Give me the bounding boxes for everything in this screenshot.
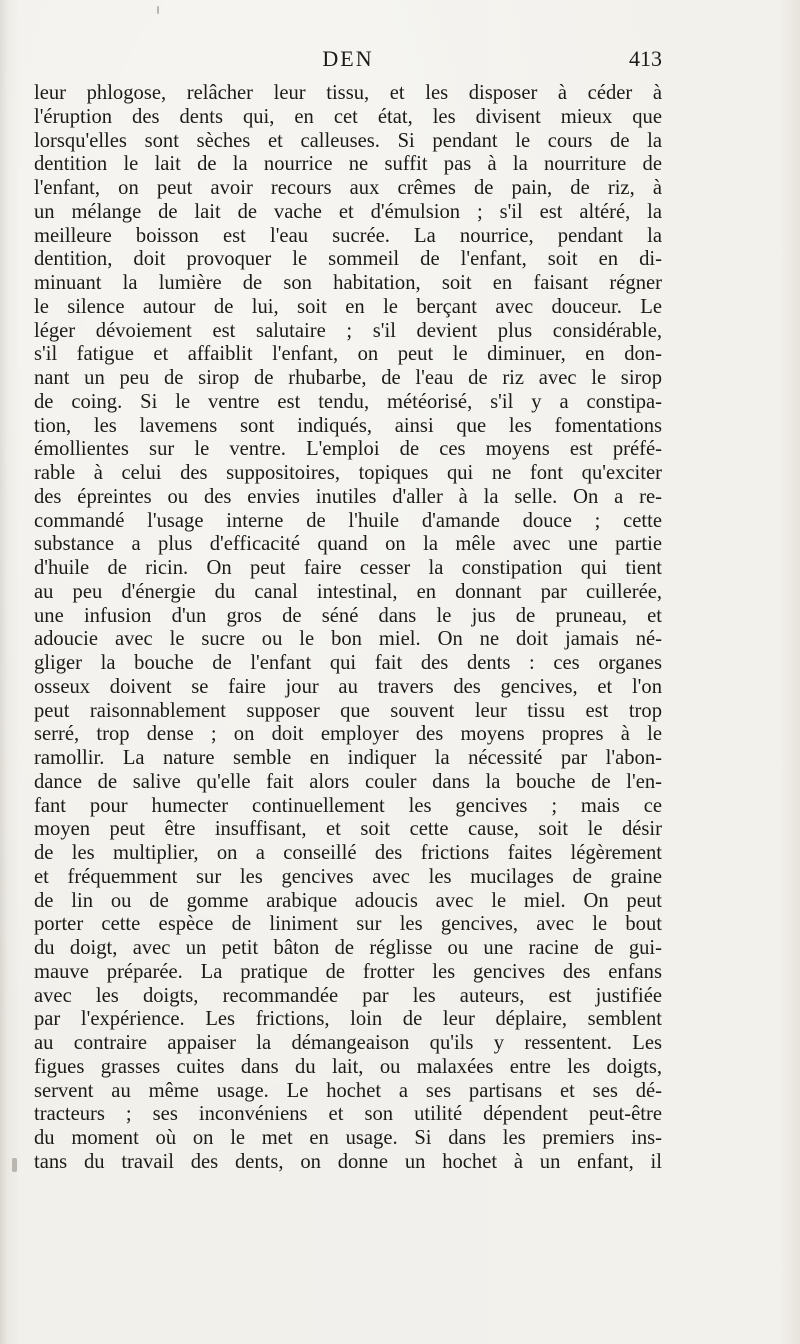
text-line: substance a plus d'efficacité quand on la mêle avec une partie xyxy=(34,533,662,556)
text-line: une infusion d'un gros de séné dans le jus de pruneau, et xyxy=(34,604,662,627)
text-line: du moment où on le met en usage. Si dans les premiers ins- xyxy=(34,1127,662,1149)
page-number: 413 xyxy=(629,46,662,71)
text-line: gliger la bouche de l'enfant qui fait des dents : ces organes xyxy=(34,652,662,674)
text-line: figues grasses cuites dans du lait, ou malaxées entre les doigts, xyxy=(34,1055,662,1078)
text-line: nant un peu de sirop de rhubarbe, de l'eau de riz avec le sirop xyxy=(34,367,662,389)
text-line: serré, trop dense ; on doit employer des moyens propres à le xyxy=(34,723,662,746)
text-line: des épreintes ou des envies inutiles d'aller à la selle. On a re- xyxy=(34,485,662,508)
text-line: l'enfant, on peut avoir recours aux crêmes de pain, de riz, à xyxy=(34,177,662,199)
text-line: tans du travail des dents, on donne un hochet à un enfant, il xyxy=(34,1150,662,1173)
text-line: osseux doivent se faire jour au travers des gencives, et l'on xyxy=(34,675,662,698)
text-line: peut raisonnablement supposer que souvent leur tissu est trop xyxy=(34,699,662,722)
text-line: de les multiplier, on a conseillé des frictions faites légèrement xyxy=(34,842,662,864)
text-line: avec les doigts, recommandée par les auteurs, est justifiée xyxy=(34,984,662,1007)
text-line: au contraire appaiser la démangeaison qu'ils y ressentent. Les xyxy=(34,1032,662,1054)
text-line: moyen peut être insuffisant, et soit cette cause, soit le désir xyxy=(34,818,662,841)
text-line: de lin ou de gomme arabique adoucis avec le miel. On peut xyxy=(34,889,662,912)
text-line: au peu d'énergie du canal intestinal, en donnant par cuillerée, xyxy=(34,580,662,603)
text-line: le silence autour de lui, soit en le berçant avec douceur. Le xyxy=(34,295,662,318)
text-line: d'huile de ricin. On peut faire cesser la constipation qui tient xyxy=(34,557,662,579)
text-line: tracteurs ; ses inconvéniens et son utilité dépendent peut-être xyxy=(34,1103,662,1126)
body-text xyxy=(34,82,662,1175)
text-line: servent au même usage. Le hochet a ses partisans et ses dé- xyxy=(34,1079,662,1102)
text-line: de coing. Si le ventre est tendu, météorisé, s'il y a constipa- xyxy=(34,390,662,413)
paper-blemish xyxy=(157,6,159,14)
text-line: leur phlogose, relâcher leur tissu, et les disposer à céder à xyxy=(34,82,662,104)
page-header xyxy=(34,46,662,82)
text-line: porter cette espèce de liniment sur les gencives, avec le bout xyxy=(34,913,662,936)
text-line: lorsqu'elles sont sèches et calleuses. Si pendant le cours de la xyxy=(34,129,662,152)
text-line: dentition le lait de la nourrice ne suffit pas à la nourriture de xyxy=(34,153,662,176)
text-line: s'il fatigue et affaiblit l'enfant, on peut le diminuer, en don- xyxy=(34,343,662,366)
text-line: dance de salive qu'elle fait alors couler dans la bouche de l'en- xyxy=(34,770,662,793)
text-line: du doigt, avec un petit bâton de réglisse ou une racine de gui- xyxy=(34,937,662,959)
text-line: commandé l'usage interne de l'huile d'amande douce ; cette xyxy=(34,509,662,532)
text-line: mauve préparée. La pratique de frotter les gencives des enfans xyxy=(34,960,662,983)
text-line: rable à celui des suppositoires, topiques qui ne font qu'exciter xyxy=(34,462,662,484)
text-line: l'éruption des dents qui, en cet état, les divisent mieux que xyxy=(34,105,662,128)
text-line: un mélange de lait de vache et d'émulsion ; s'il est altéré, la xyxy=(34,200,662,223)
text-line: adoucie avec le sucre ou le bon miel. On ne doit jamais né- xyxy=(34,628,662,651)
text-line: par l'expérience. Les frictions, loin de leur déplaire, semblent xyxy=(34,1008,662,1031)
paper-blemish xyxy=(12,1158,17,1172)
text-line: meilleure boisson est l'eau sucrée. La nourrice, pendant la xyxy=(34,224,662,247)
text-line: dentition, doit provoquer le sommeil de l'enfant, soit en di- xyxy=(34,248,662,271)
text-line: léger dévoiement est salutaire ; s'il devient plus considérable, xyxy=(34,319,662,342)
text-line: tion, les lavemens sont indiqués, ainsi que les fomentations xyxy=(34,414,662,437)
text-line: fant pour humecter continuellement les gencives ; mais ce xyxy=(34,794,662,817)
running-head: DEN xyxy=(322,46,374,71)
text-line: et fréquemment sur les gencives avec les mucilages de graine xyxy=(34,865,662,888)
text-line: minuant la lumière de son habitation, soit en faisant régner xyxy=(34,272,662,294)
text-line: ramollir. La nature semble en indiquer la nécessité par l'abon- xyxy=(34,747,662,769)
text-line: émollientes sur le ventre. L'emploi de ces moyens est préfé- xyxy=(34,438,662,461)
